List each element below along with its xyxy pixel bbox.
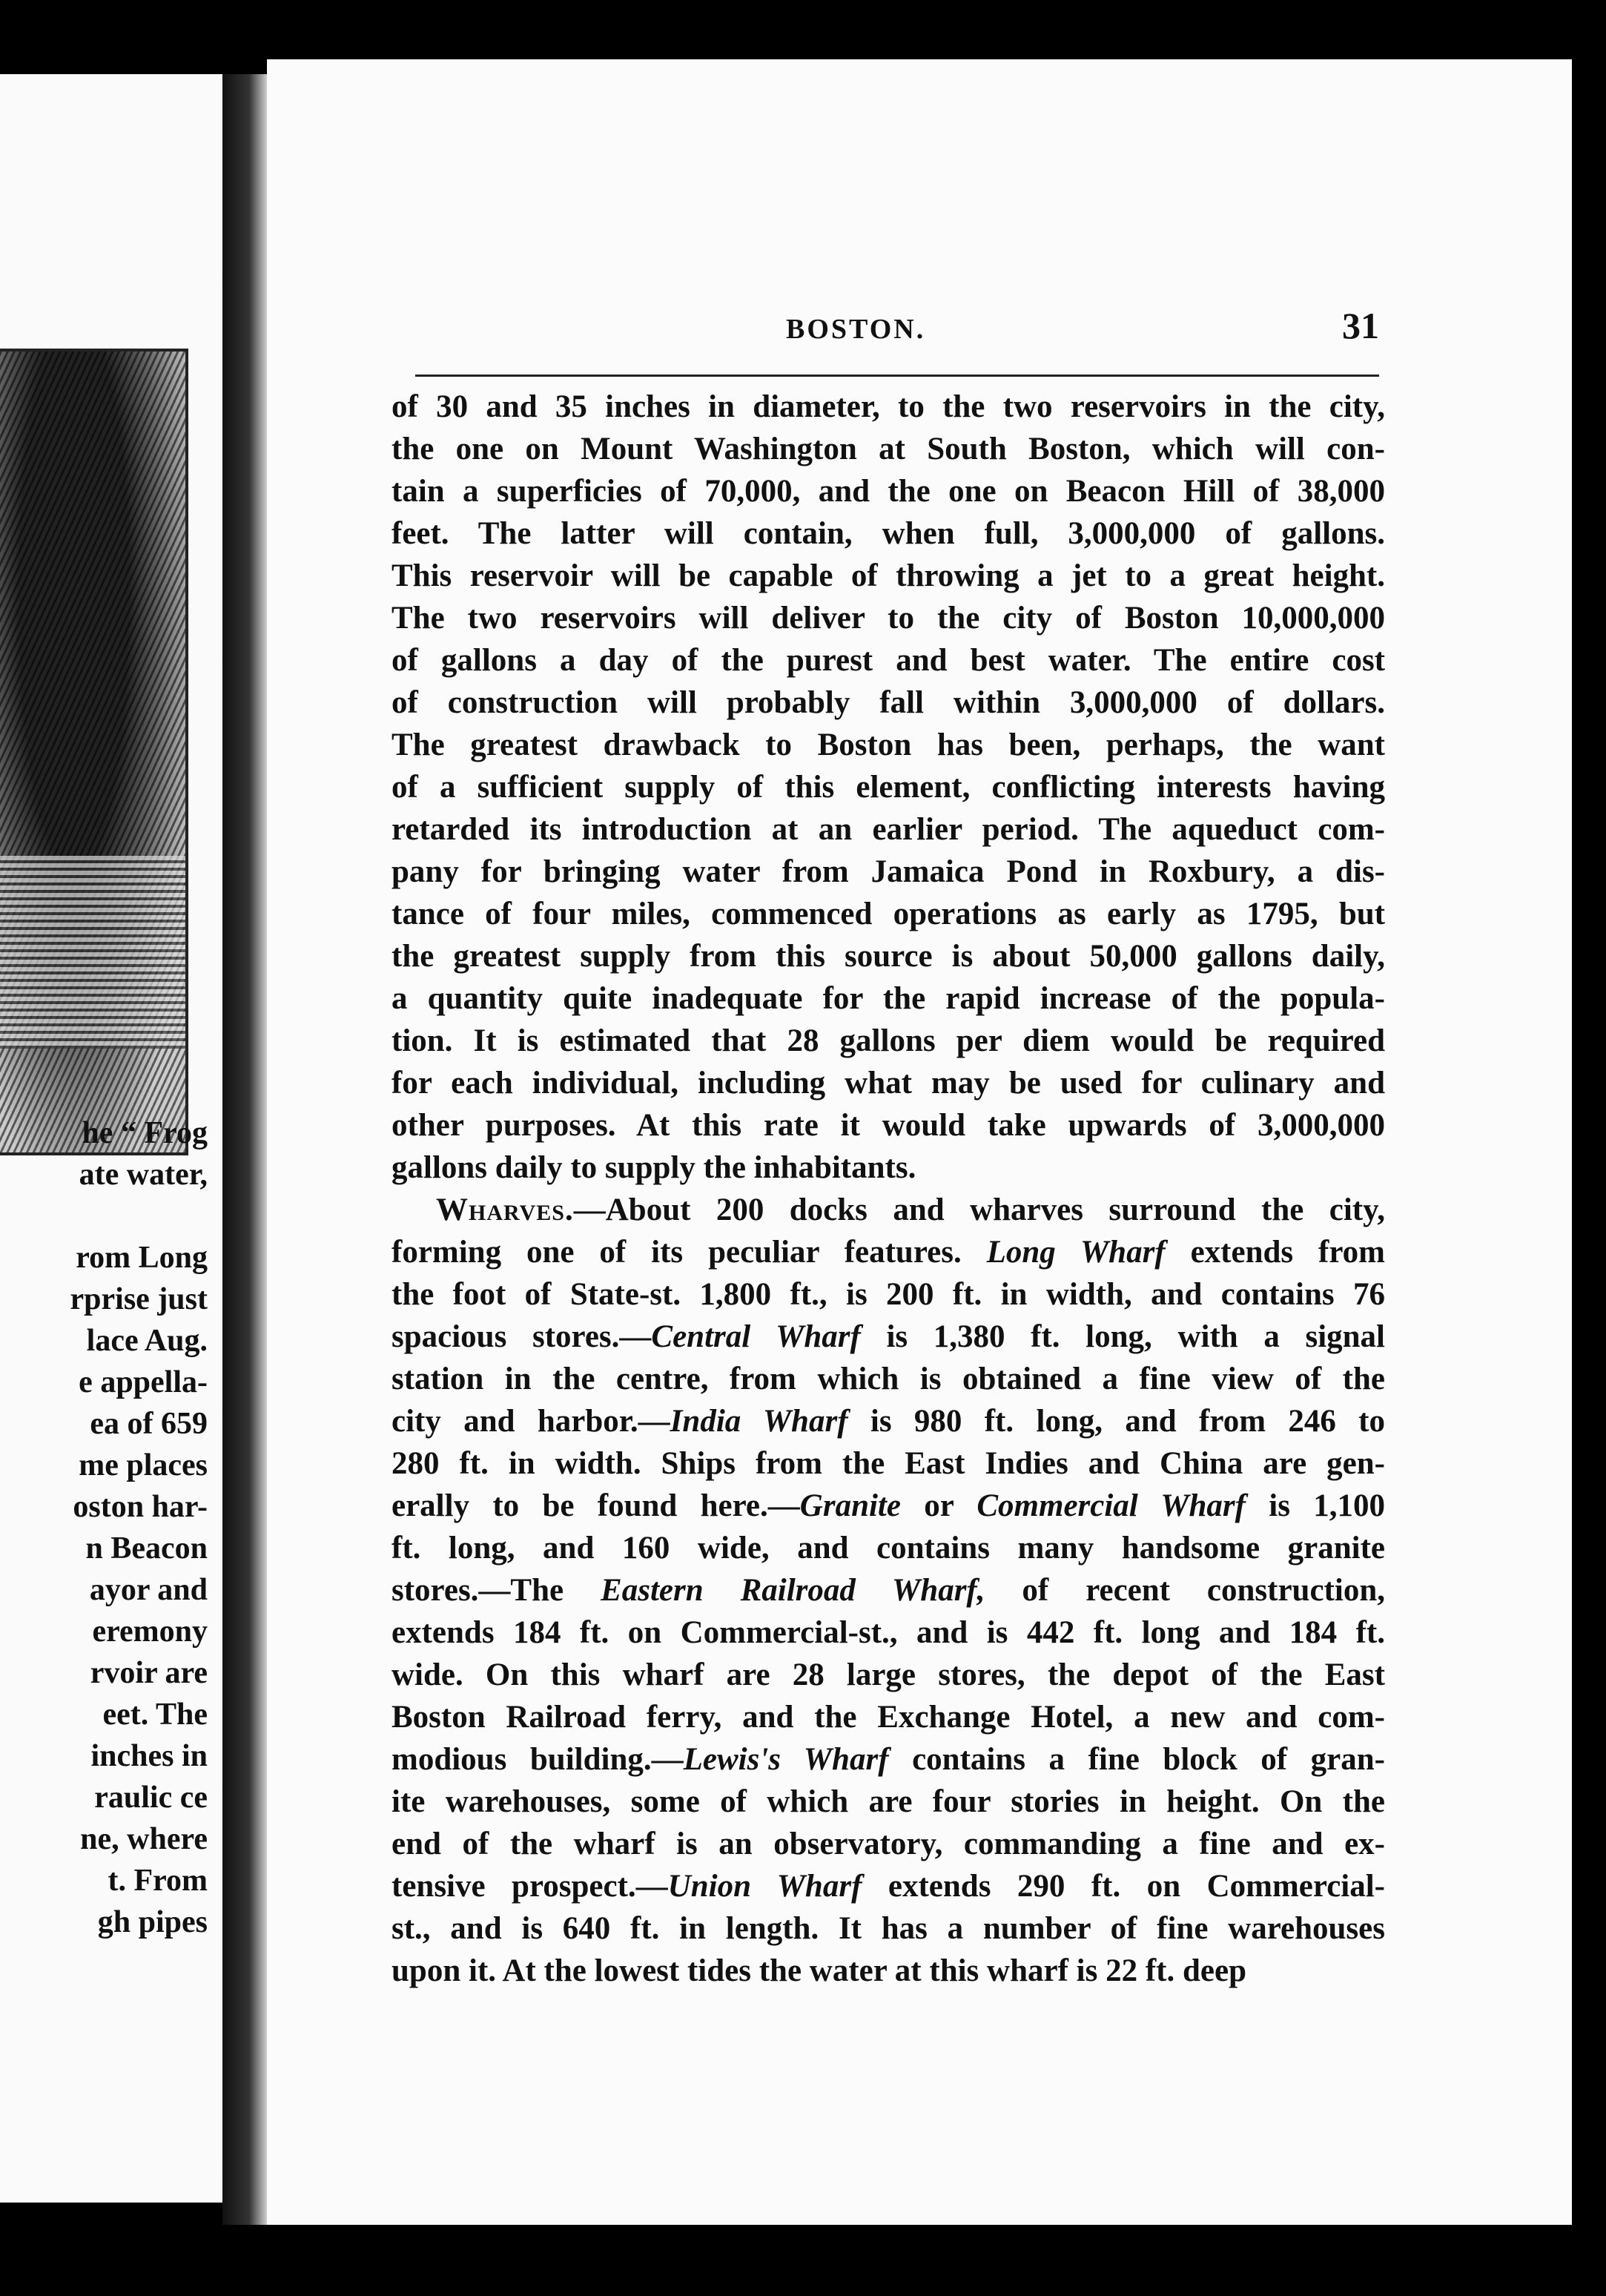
text-line: of 30 and 35 inches in diameter, to the two reservoirs in the city, xyxy=(391,389,1385,424)
wharf-name: Eastern Railroad Wharf, xyxy=(601,1573,985,1608)
text-line: feet. The latter will contain, when full, 3,000,000 of gallons. xyxy=(391,516,1385,551)
text-line: 280 ft. in width. Ships from the East Indies and China are gen- xyxy=(391,1446,1385,1481)
text-line: stores.—The Eastern Railroad Wharf, of recent construction, xyxy=(391,1573,1385,1608)
facing-page-line: ayor and xyxy=(89,1573,208,1607)
text-line: Wharves.—About 200 docks and wharves surround the city, xyxy=(436,1192,1385,1227)
facing-page-line: t. From xyxy=(108,1864,208,1898)
text-line: modious building.—Lewis's Wharf contains a fine block of gran- xyxy=(391,1742,1386,1777)
text-line: wide. On this wharf are 28 large stores, the depot of the East xyxy=(391,1657,1385,1692)
facing-page-line: eet. The xyxy=(102,1698,208,1732)
facing-page-left xyxy=(0,74,222,2203)
paragraph-wharves xyxy=(391,1189,1385,1992)
facing-page-line: e appella- xyxy=(79,1365,208,1399)
text-line: city and harbor.—India Wharf is 980 ft. long, and from 246 to xyxy=(391,1404,1386,1439)
facing-page-line: inches in xyxy=(90,1739,208,1773)
facing-page-line: gh pipes xyxy=(97,1905,208,1939)
body-text xyxy=(391,386,1385,1992)
text-line: end of the wharf is an observatory, commanding a fine and ex- xyxy=(391,1827,1385,1861)
wharf-name: India Wharf xyxy=(670,1404,848,1439)
engraving-illustration xyxy=(0,349,188,1155)
text-line: ite warehouses, some of which are four stories in height. On the xyxy=(391,1784,1385,1819)
facing-page-line: raulic ce xyxy=(94,1781,208,1815)
page-number: 31 xyxy=(1342,305,1379,346)
wharf-name: Granite xyxy=(799,1488,901,1523)
facing-page-line xyxy=(0,1195,208,1237)
text-line: erally to be found here.—Granite or Commercial Wharf is 1,100 xyxy=(391,1488,1385,1523)
wharf-name: Lewis's Wharf xyxy=(683,1742,889,1777)
text-line: of a sufficient supply of this element, conflicting interests having xyxy=(391,770,1385,805)
text-line: ft. long, and 160 wide, and contains many handsome granite xyxy=(391,1531,1385,1566)
paragraph-water-supply xyxy=(391,386,1385,1189)
facing-page-line: ate water, xyxy=(79,1158,208,1192)
wharf-name: Central Wharf xyxy=(651,1319,861,1354)
text-line: forming one of its peculiar features. Long Wharf extends from xyxy=(391,1235,1385,1270)
text-line: station in the centre, from which is obtained a fine view of the xyxy=(391,1362,1385,1396)
facing-page-line: rprise just xyxy=(70,1282,208,1316)
wharf-name: Union Wharf xyxy=(667,1869,862,1904)
text-line: Boston Railroad ferry, and the Exchange Hotel, a new and com- xyxy=(391,1700,1385,1735)
facing-page-line: he “ Frog xyxy=(82,1116,208,1150)
text-line: This reservoir will be capable of throwing a jet to a great height. xyxy=(391,558,1385,593)
text-line: tain a superficies of 70,000, and the one on Beacon Hill of 38,000 xyxy=(391,474,1385,509)
text-line: upon it. At the lowest tides the water at this wharf is 22 ft. deep xyxy=(391,1953,1246,1988)
facing-page-line: rvoir are xyxy=(90,1656,208,1690)
text-line: other purposes. At this rate it would take upwards of 3,000,000 xyxy=(391,1108,1385,1143)
running-title: BOSTON. xyxy=(786,314,926,345)
text-line: extends 184 ft. on Commercial-st., and is 442 ft. long and 184 ft. xyxy=(391,1615,1385,1650)
text-line: gallons daily to supply the inhabitants. xyxy=(391,1150,916,1185)
facing-page-line: ea of 659 xyxy=(90,1407,208,1441)
text-line: tensive prospect.—Union Wharf extends 290 ft. on Commercial- xyxy=(391,1869,1385,1904)
facing-page-line: me places xyxy=(79,1448,208,1482)
section-heading-wharves: Wharves. xyxy=(436,1192,574,1227)
facing-page-line: oston har- xyxy=(73,1490,208,1524)
wharf-name: Long Wharf xyxy=(986,1235,1166,1270)
text-line: st., and is 640 ft. in length. It has a number of fine warehouses xyxy=(391,1911,1385,1946)
text-line: a quantity quite inadequate for the rapid increase of the popula- xyxy=(391,981,1385,1016)
text-line: of gallons a day of the purest and best water. The entire cost xyxy=(391,643,1385,678)
text-line: pany for bringing water from Jamaica Pond in Roxbury, a dis- xyxy=(391,854,1385,889)
text-line: the greatest supply from this source is about 50,000 gallons daily, xyxy=(391,939,1385,974)
wharf-name: Commercial Wharf xyxy=(977,1488,1246,1523)
book-gutter xyxy=(222,74,267,2225)
book-page xyxy=(267,59,1572,2225)
facing-page-line: rom Long xyxy=(76,1241,208,1275)
text-line: tance of four miles, commenced operations as early as 1795, but xyxy=(391,897,1385,931)
header-rule xyxy=(415,375,1379,377)
text-line: the foot of State-st. 1,800 ft., is 200 ft. in width, and contains 76 xyxy=(391,1277,1385,1312)
facing-page-line: eremony xyxy=(92,1614,208,1649)
text-line: tion. It is estimated that 28 gallons per diem would be required xyxy=(391,1023,1385,1058)
text-line: of construction will probably fall within 3,000,000 of dollars. xyxy=(391,685,1385,720)
facing-page-line: ne, where xyxy=(80,1822,208,1856)
text-line: The two reservoirs will deliver to the city of Boston 10,000,000 xyxy=(391,601,1385,636)
text-line: spacious stores.—Central Wharf is 1,380 ft. long, with a signal xyxy=(391,1319,1385,1354)
facing-page-line: n Beacon xyxy=(85,1531,208,1566)
facing-page-line: lace Aug. xyxy=(86,1324,208,1358)
facing-page-text-fragments xyxy=(0,1112,208,1943)
text-line: the one on Mount Washington at South Boston, which will con- xyxy=(391,432,1385,466)
text-line: The greatest drawback to Boston has been, perhaps, the want xyxy=(391,728,1385,762)
text-line: for each individual, including what may be used for culinary and xyxy=(391,1066,1385,1101)
page-header xyxy=(415,304,1379,363)
text-line: retarded its introduction at an earlier period. The aqueduct com- xyxy=(391,812,1385,847)
